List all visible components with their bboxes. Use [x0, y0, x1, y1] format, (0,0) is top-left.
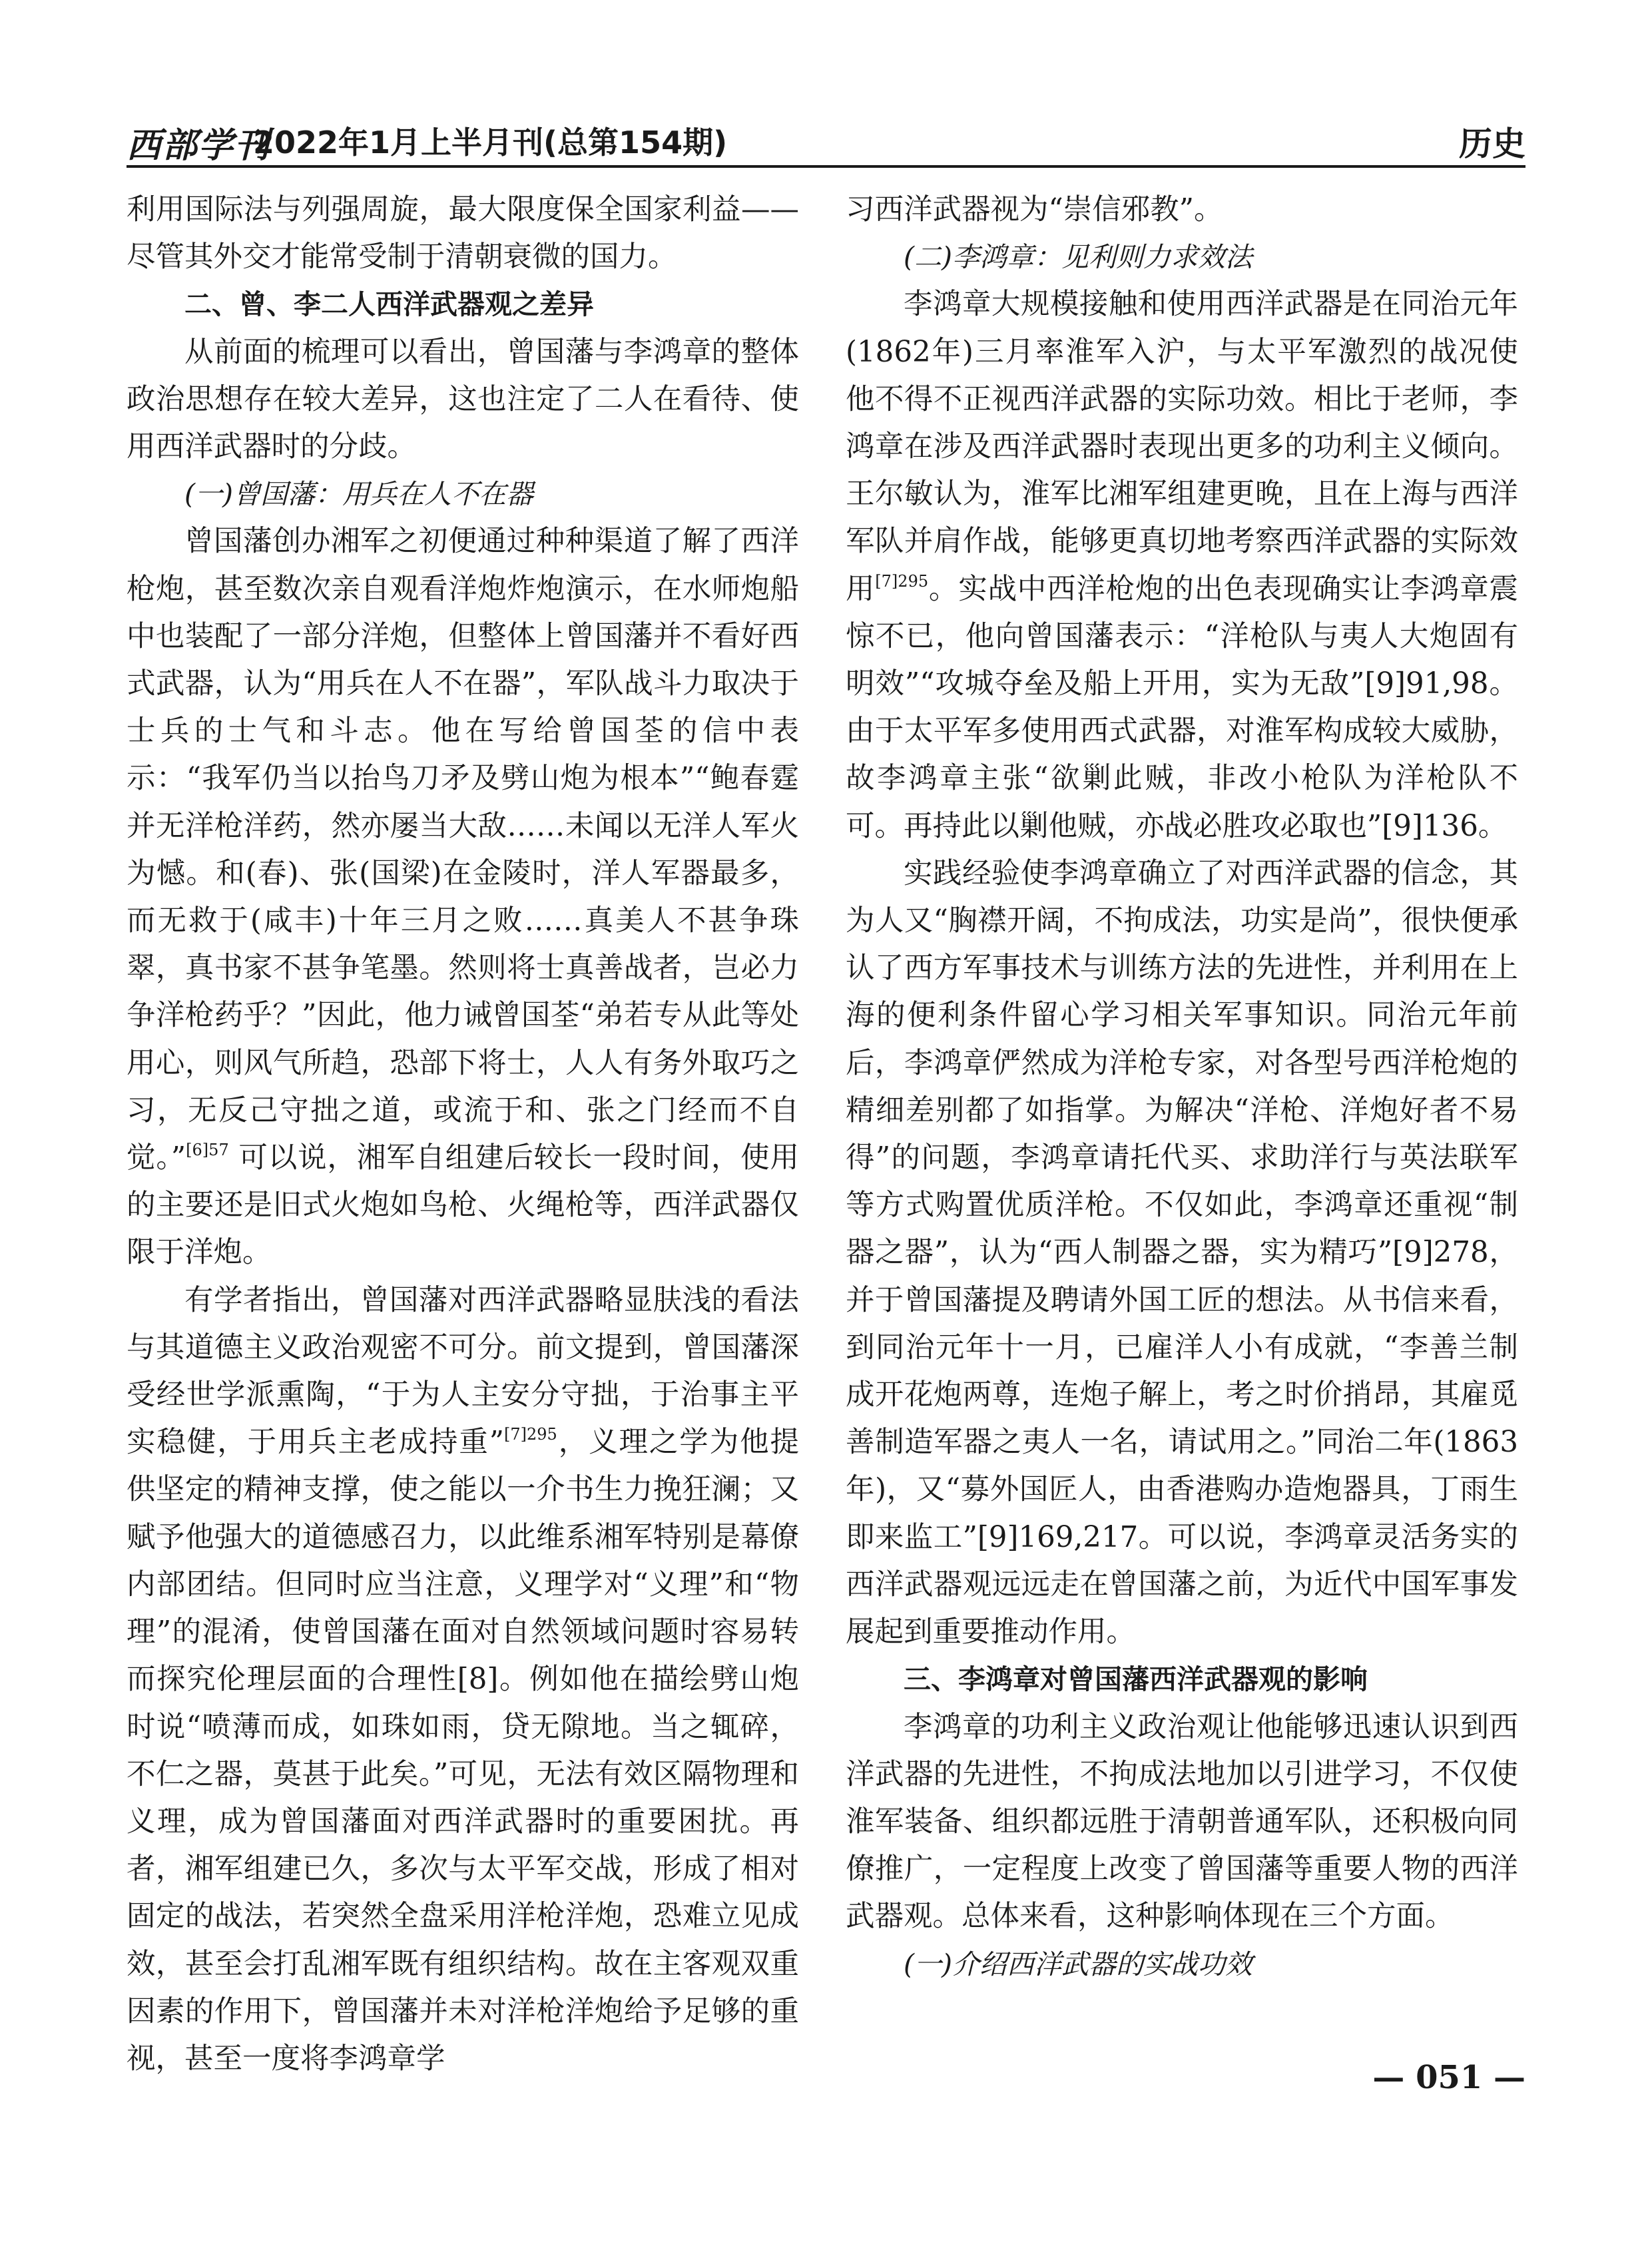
section-name: 历史	[1459, 125, 1525, 163]
paragraph-text: 三、李鸿章对曾国藩西洋武器观的影响	[904, 1663, 1368, 1696]
subsection-heading	[846, 1941, 1518, 1988]
paragraph	[846, 1704, 1518, 1941]
paragraph-text: 二、曾、李二人西洋武器观之差异	[184, 288, 594, 321]
paragraph-text-continued: ，义理之学为他提供坚定的精神支撑，使之能以一介书生力挽狂澜；又赋予他强大的道德感召力，以此维系湘军特别是幕僚内部团结。但同时应当注意，义理学对“义理”和“物理”的混淆，使曾国藩在面对自然领域问题时容易转而探究伦理层面的合理性[8]。例如他在描绘劈山炮时说“喷薄而成，如珠如雨，贷无隙地。当之辄碎，不仁之器，莫甚于此矣。”可见，无法有效区隔物理和义理，成为曾国藩面对西洋武器时的重要困扰。再者，湘军组建已久，多次与太平军交战，形成了相对固定的战法，若突然全盘采用洋枪洋炮，恐难立见成效，甚至会打乱湘军既有组织结构。故在主客观双重因素的作用下，曾国藩并未对洋枪洋炮给予足够的重视，甚至一度将李鸿章学	[127, 1426, 800, 2076]
paragraph-text: 有学者指出，曾国藩对西洋武器略显肤浅的看法与其道德主义政治观密不可分。前文提到，曾国藩深受经世学派熏陶，“于为人主安分守拙，于治事主平实稳健，于用兵主老成持重”	[127, 1283, 799, 1460]
paragraph-text-continued: 。实战中西洋枪炮的出色表现确实让李鸿章震惊不已，他向曾国藩表示：“洋枪队与夷人大炮固有明效”“攻城夺垒及船上开用，实为无敌”[9]91,98。由于太平军多使用西式武器，对淮军构成较大威胁，故李鸿章主张“欲剿此贼，非改小枪队为洋枪队不可。再持此以剿他贼，亦战必胜攻必取也”[9]136。	[846, 572, 1519, 843]
page-header	[127, 112, 1525, 168]
journal-logo: 西部学刊	[127, 125, 271, 166]
paragraph	[127, 186, 799, 281]
paragraph-text: 曾国藩创办湘军之初便通过种种渠道了解了西洋枪炮，甚至数次亲自观看洋炮炸炮演示，在水师炮船中也装配了一部分洋炮，但整体上曾国藩并不看好西式武器，认为“用兵在人不在器”，军队战斗力取决于士兵的士气和斗志。他在写给曾国荃的信中表示：“我军仍当以抬鸟刀矛及劈山炮为根本”“鲍春霆并无洋枪洋药，然亦屡当大敌……未闻以无洋人军火为憾。和(春)、张(国梁)在金陵时，洋人军器最多，而无救于(咸丰)十年三月之败……真美人不甚争珠翠，真书家不甚争笔墨。然则将士真善战者，岂必力争洋枪药乎？”因此，他力诫曾国荃“弟若专从此等处用心，则风气所趋，恐部下将士，人人有务外取巧之习，无反己守拙之道，或流于和、张之门经而不自觉。”	[127, 525, 799, 1175]
right-column	[846, 186, 1518, 1988]
paragraph-text: 实践经验使李鸿章确立了对西洋武器的信念，其为人又“胸襟开阔，不拘成法，功实是尚”，很快便承认了西方军事技术与训练方法的先进性，并利用在上海的便利条件留心学习相关军事知识。同治元年前后，李鸿章俨然成为洋枪专家，对各型号西洋枪炮的精细差别都了如指掌。为解决“洋枪、洋炮好者不易得”的问题，李鸿章请托代买、求助洋行与英法联军等方式购置优质洋枪。不仅如此，李鸿章还重视“制器之器”，认为“西人制器之器，实为精巧”[9]278，并于曾国藩提及聘请外国工匠的想法。从书信来看，到同治元年十一月，已雇洋人小有成就，“李善兰制成开花炮两尊，连炮子解上，考之时价捎昂，其雇觅善制造军器之夷人一名，请试用之。”同治二年(1863年)，又“募外国匠人，由香港购办造炮器具，丁雨生即来监工”[9]169,217。可以说，李鸿章灵活务实的西洋武器观远远走在曾国藩之前，为近代中国军事发展起到重要推动作用。	[846, 856, 1518, 1649]
page-number: — 051 —	[1372, 2059, 1525, 2096]
citation: [6]57	[186, 1141, 229, 1160]
issue-info: 2022年1月上半月刊(总第154期)	[253, 125, 728, 160]
section-heading	[846, 1656, 1518, 1703]
subsection-heading	[127, 471, 799, 518]
paragraph-text-continued: 可以说，湘军自组建后较长一段时间，使用的主要还是旧式火炮如鸟枪、火绳枪等，西洋武器仅限于洋炮。	[127, 1141, 799, 1270]
paragraph-text: 李鸿章的功利主义政治观让他能够迅速认识到西洋武器的先进性，不拘成法地加以引进学习，不仅使淮军装备、组织都远胜于清朝普通军队，还积极向同僚推广，一定程度上改变了曾国藩等重要人物的西洋武器观。总体来看，这种影响体现在三个方面。	[846, 1710, 1518, 1934]
paragraph-text: 利用国际法与列强周旋，最大限度保全国家利益——尽管其外交才能常受制于清朝衰微的国力。	[127, 193, 799, 274]
paragraph	[127, 1277, 799, 2083]
paragraph-text: (一)介绍西洋武器的实战功效	[904, 1948, 1252, 1980]
left-column	[127, 186, 799, 2083]
paragraph-text: 李鸿章大规模接触和使用西洋武器是在同治元年(1862年)三月率淮军入沪，与太平军激烈的战况使他不得不正视西洋武器的实际功效。相比于老师，李鸿章在涉及西洋武器时表现出更多的功利主义倾向。王尔敏认为，淮军比湘军组建更晚，且在上海与西洋军队并肩作战，能够更真切地考察西洋武器的实际效用	[846, 288, 1518, 606]
paragraph	[846, 186, 1518, 234]
subsection-heading	[846, 234, 1518, 281]
section-heading	[127, 281, 799, 328]
paragraph	[846, 850, 1518, 1656]
paragraph-text: (二)李鸿章：见利则力求效法	[904, 241, 1252, 274]
paragraph	[127, 329, 799, 471]
paragraph-text: 从前面的梳理可以看出，曾国藩与李鸿章的整体政治思想存在较大差异，这也注定了二人在看待、使用西洋武器时的分歧。	[127, 335, 799, 464]
citation: [7]295	[504, 1425, 557, 1444]
paragraph-text: 习西洋武器视为“崇信邪教”。	[846, 193, 1223, 226]
citation: [7]295	[875, 571, 929, 591]
paragraph-text: (一)曾国藩：用兵在人不在器	[184, 478, 533, 511]
paragraph	[127, 518, 799, 1276]
paragraph	[846, 281, 1518, 850]
